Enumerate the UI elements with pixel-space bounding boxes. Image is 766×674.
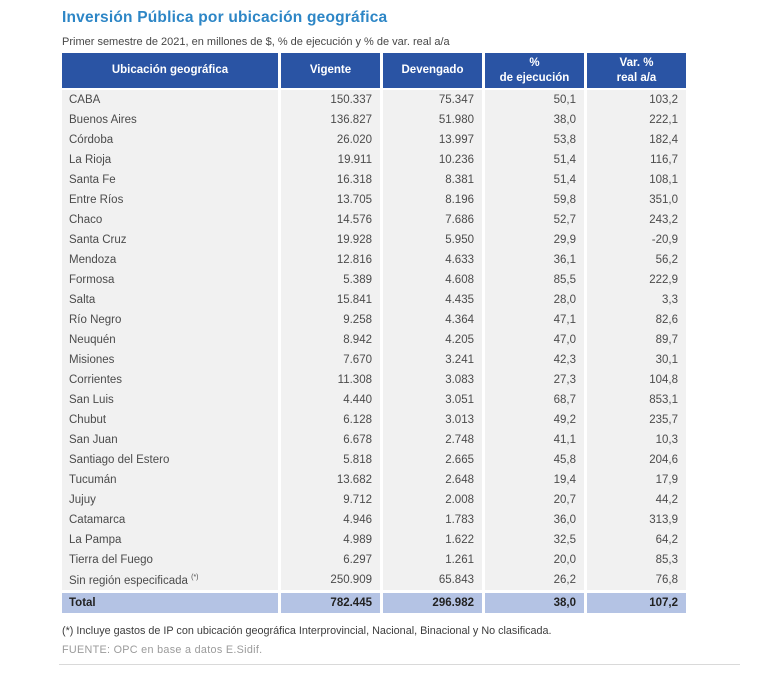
row-value: 29,9 <box>485 230 584 250</box>
row-value: 4.946 <box>281 510 380 530</box>
row-value: 89,7 <box>587 330 686 350</box>
row-label: Salta <box>62 290 278 310</box>
row-value: 4.608 <box>383 270 482 290</box>
table-row <box>62 270 686 290</box>
row-value: 19.928 <box>281 230 380 250</box>
row-value: 75.347 <box>383 90 482 110</box>
row-value: 82,6 <box>587 310 686 330</box>
table-row <box>62 470 686 490</box>
row-label: Tierra del Fuego <box>62 550 278 570</box>
row-label: Santa Cruz <box>62 230 278 250</box>
header-row <box>62 53 686 90</box>
row-label: Buenos Aires <box>62 110 278 130</box>
table-row <box>62 290 686 310</box>
table-row <box>62 550 686 570</box>
source-note: FUENTE: OPC en base a datos E.Sidif. <box>62 644 263 656</box>
row-value: 6.678 <box>281 430 380 450</box>
figure-title: Inversión Pública por ubicación geográfica <box>62 9 388 26</box>
row-label: La Pampa <box>62 530 278 550</box>
total-devengado: 296.982 <box>383 590 482 613</box>
row-value: 1.261 <box>383 550 482 570</box>
table-row <box>62 90 686 110</box>
row-value: 42,3 <box>485 350 584 370</box>
row-value: 2.665 <box>383 450 482 470</box>
row-value: 44,2 <box>587 490 686 510</box>
row-value: 6.128 <box>281 410 380 430</box>
row-label: Mendoza <box>62 250 278 270</box>
row-label: Santiago del Estero <box>62 450 278 470</box>
row-value: 51,4 <box>485 170 584 190</box>
row-label: Entre Ríos <box>62 190 278 210</box>
row-value: 53,8 <box>485 130 584 150</box>
table-body <box>62 90 686 590</box>
row-value: 8.942 <box>281 330 380 350</box>
row-value: 10.236 <box>383 150 482 170</box>
row-value: 4.633 <box>383 250 482 270</box>
row-value: 49,2 <box>485 410 584 430</box>
row-value: 351,0 <box>587 190 686 210</box>
row-label: San Juan <box>62 430 278 450</box>
table-row <box>62 510 686 530</box>
row-value: 9.712 <box>281 490 380 510</box>
row-label: Corrientes <box>62 370 278 390</box>
row-value: 11.308 <box>281 370 380 390</box>
row-value: 3,3 <box>587 290 686 310</box>
row-value: 235,7 <box>587 410 686 430</box>
table-row <box>62 130 686 150</box>
row-value: 2.008 <box>383 490 482 510</box>
row-value: 116,7 <box>587 150 686 170</box>
row-value: 47,0 <box>485 330 584 350</box>
row-value: 19.911 <box>281 150 380 170</box>
row-value: 76,8 <box>587 570 686 590</box>
row-value: 5.950 <box>383 230 482 250</box>
row-label: CABA <box>62 90 278 110</box>
row-label: Río Negro <box>62 310 278 330</box>
row-value: 26,2 <box>485 570 584 590</box>
table-row <box>62 370 686 390</box>
row-value: 59,8 <box>485 190 584 210</box>
table-row <box>62 530 686 550</box>
row-value: 13.682 <box>281 470 380 490</box>
row-label: Chubut <box>62 410 278 430</box>
row-value: 5.818 <box>281 450 380 470</box>
row-value: 4.364 <box>383 310 482 330</box>
row-value: 20,7 <box>485 490 584 510</box>
row-label: Catamarca <box>62 510 278 530</box>
col-header-pct-ejecucion: % de ejecución <box>485 53 584 90</box>
footnote: (*) Incluye gastos de IP con ubicación geográfica Interprovincial, Nacional, Binacional y No clasificada. <box>62 625 552 637</box>
row-value: 41,1 <box>485 430 584 450</box>
row-label: Chaco <box>62 210 278 230</box>
row-value: 15.841 <box>281 290 380 310</box>
row-label: Sin región especificada (*) <box>62 570 278 590</box>
row-value: 222,1 <box>587 110 686 130</box>
row-label: Tucumán <box>62 470 278 490</box>
row-value: 7.686 <box>383 210 482 230</box>
bottom-divider <box>59 664 740 665</box>
row-value: 85,3 <box>587 550 686 570</box>
row-value: 26.020 <box>281 130 380 150</box>
row-value: 4.205 <box>383 330 482 350</box>
row-label: Jujuy <box>62 490 278 510</box>
row-value: 20,0 <box>485 550 584 570</box>
row-value: 108,1 <box>587 170 686 190</box>
row-value: 4.440 <box>281 390 380 410</box>
row-value: 30,1 <box>587 350 686 370</box>
table-row <box>62 210 686 230</box>
row-value: 5.389 <box>281 270 380 290</box>
row-value: 47,1 <box>485 310 584 330</box>
row-value: 150.337 <box>281 90 380 110</box>
footnote-marker: (*) <box>191 573 199 581</box>
row-value: 32,5 <box>485 530 584 550</box>
row-value: 51,4 <box>485 150 584 170</box>
row-value: 313,9 <box>587 510 686 530</box>
row-label: Córdoba <box>62 130 278 150</box>
row-label: Formosa <box>62 270 278 290</box>
row-value: 17,9 <box>587 470 686 490</box>
table-row <box>62 450 686 470</box>
table-row <box>62 570 686 590</box>
row-value: 65.843 <box>383 570 482 590</box>
row-label: Neuquén <box>62 330 278 350</box>
row-value: 13.997 <box>383 130 482 150</box>
row-value: 136.827 <box>281 110 380 130</box>
table-row <box>62 250 686 270</box>
investment-table <box>59 53 689 613</box>
table-row <box>62 190 686 210</box>
col-header-vigente: Vigente <box>281 53 380 90</box>
row-value: 8.196 <box>383 190 482 210</box>
row-value: 14.576 <box>281 210 380 230</box>
table-row <box>62 390 686 410</box>
row-value: 45,8 <box>485 450 584 470</box>
row-value: 9.258 <box>281 310 380 330</box>
row-value: 3.013 <box>383 410 482 430</box>
row-value: 52,7 <box>485 210 584 230</box>
table-row <box>62 150 686 170</box>
row-value: 243,2 <box>587 210 686 230</box>
row-value: 7.670 <box>281 350 380 370</box>
row-label: La Rioja <box>62 150 278 170</box>
row-value: 204,6 <box>587 450 686 470</box>
table-row <box>62 170 686 190</box>
row-label: Santa Fe <box>62 170 278 190</box>
table-row <box>62 410 686 430</box>
table-row <box>62 330 686 350</box>
row-value: 1.622 <box>383 530 482 550</box>
row-value: 36,1 <box>485 250 584 270</box>
row-value: 182,4 <box>587 130 686 150</box>
row-value: 16.318 <box>281 170 380 190</box>
row-value: 64,2 <box>587 530 686 550</box>
table-row <box>62 490 686 510</box>
row-value: 4.435 <box>383 290 482 310</box>
row-value: 853,1 <box>587 390 686 410</box>
row-value: 4.989 <box>281 530 380 550</box>
total-vigente: 782.445 <box>281 590 380 613</box>
row-value: 13.705 <box>281 190 380 210</box>
row-value: 12.816 <box>281 250 380 270</box>
row-value: 50,1 <box>485 90 584 110</box>
row-value: -20,9 <box>587 230 686 250</box>
row-value: 38,0 <box>485 110 584 130</box>
row-value: 10,3 <box>587 430 686 450</box>
row-value: 56,2 <box>587 250 686 270</box>
row-value: 2.748 <box>383 430 482 450</box>
row-value: 250.909 <box>281 570 380 590</box>
table-row <box>62 430 686 450</box>
row-value: 85,5 <box>485 270 584 290</box>
row-value: 104,8 <box>587 370 686 390</box>
row-value: 51.980 <box>383 110 482 130</box>
col-header-devengado: Devengado <box>383 53 482 90</box>
total-pct-ejecucion: 38,0 <box>485 590 584 613</box>
total-label: Total <box>62 590 278 613</box>
total-row <box>62 590 686 613</box>
row-value: 1.783 <box>383 510 482 530</box>
total-var-real: 107,2 <box>587 590 686 613</box>
row-value: 36,0 <box>485 510 584 530</box>
row-value: 28,0 <box>485 290 584 310</box>
row-value: 222,9 <box>587 270 686 290</box>
row-value: 3.241 <box>383 350 482 370</box>
row-value: 8.381 <box>383 170 482 190</box>
table-row <box>62 230 686 250</box>
row-value: 68,7 <box>485 390 584 410</box>
table-row <box>62 110 686 130</box>
row-value: 3.051 <box>383 390 482 410</box>
col-header-var-real: Var. % real a/a <box>587 53 686 90</box>
row-value: 2.648 <box>383 470 482 490</box>
figure-subtitle: Primer semestre de 2021, en millones de $, % de ejecución y % de var. real a/a <box>62 36 450 48</box>
col-header-ubicacion-geografica: Ubicación geográfica <box>62 53 278 90</box>
row-value: 27,3 <box>485 370 584 390</box>
row-label: San Luis <box>62 390 278 410</box>
row-label: Misiones <box>62 350 278 370</box>
row-value: 103,2 <box>587 90 686 110</box>
row-value: 19,4 <box>485 470 584 490</box>
row-value: 6.297 <box>281 550 380 570</box>
table-row <box>62 350 686 370</box>
table-row <box>62 310 686 330</box>
row-value: 3.083 <box>383 370 482 390</box>
